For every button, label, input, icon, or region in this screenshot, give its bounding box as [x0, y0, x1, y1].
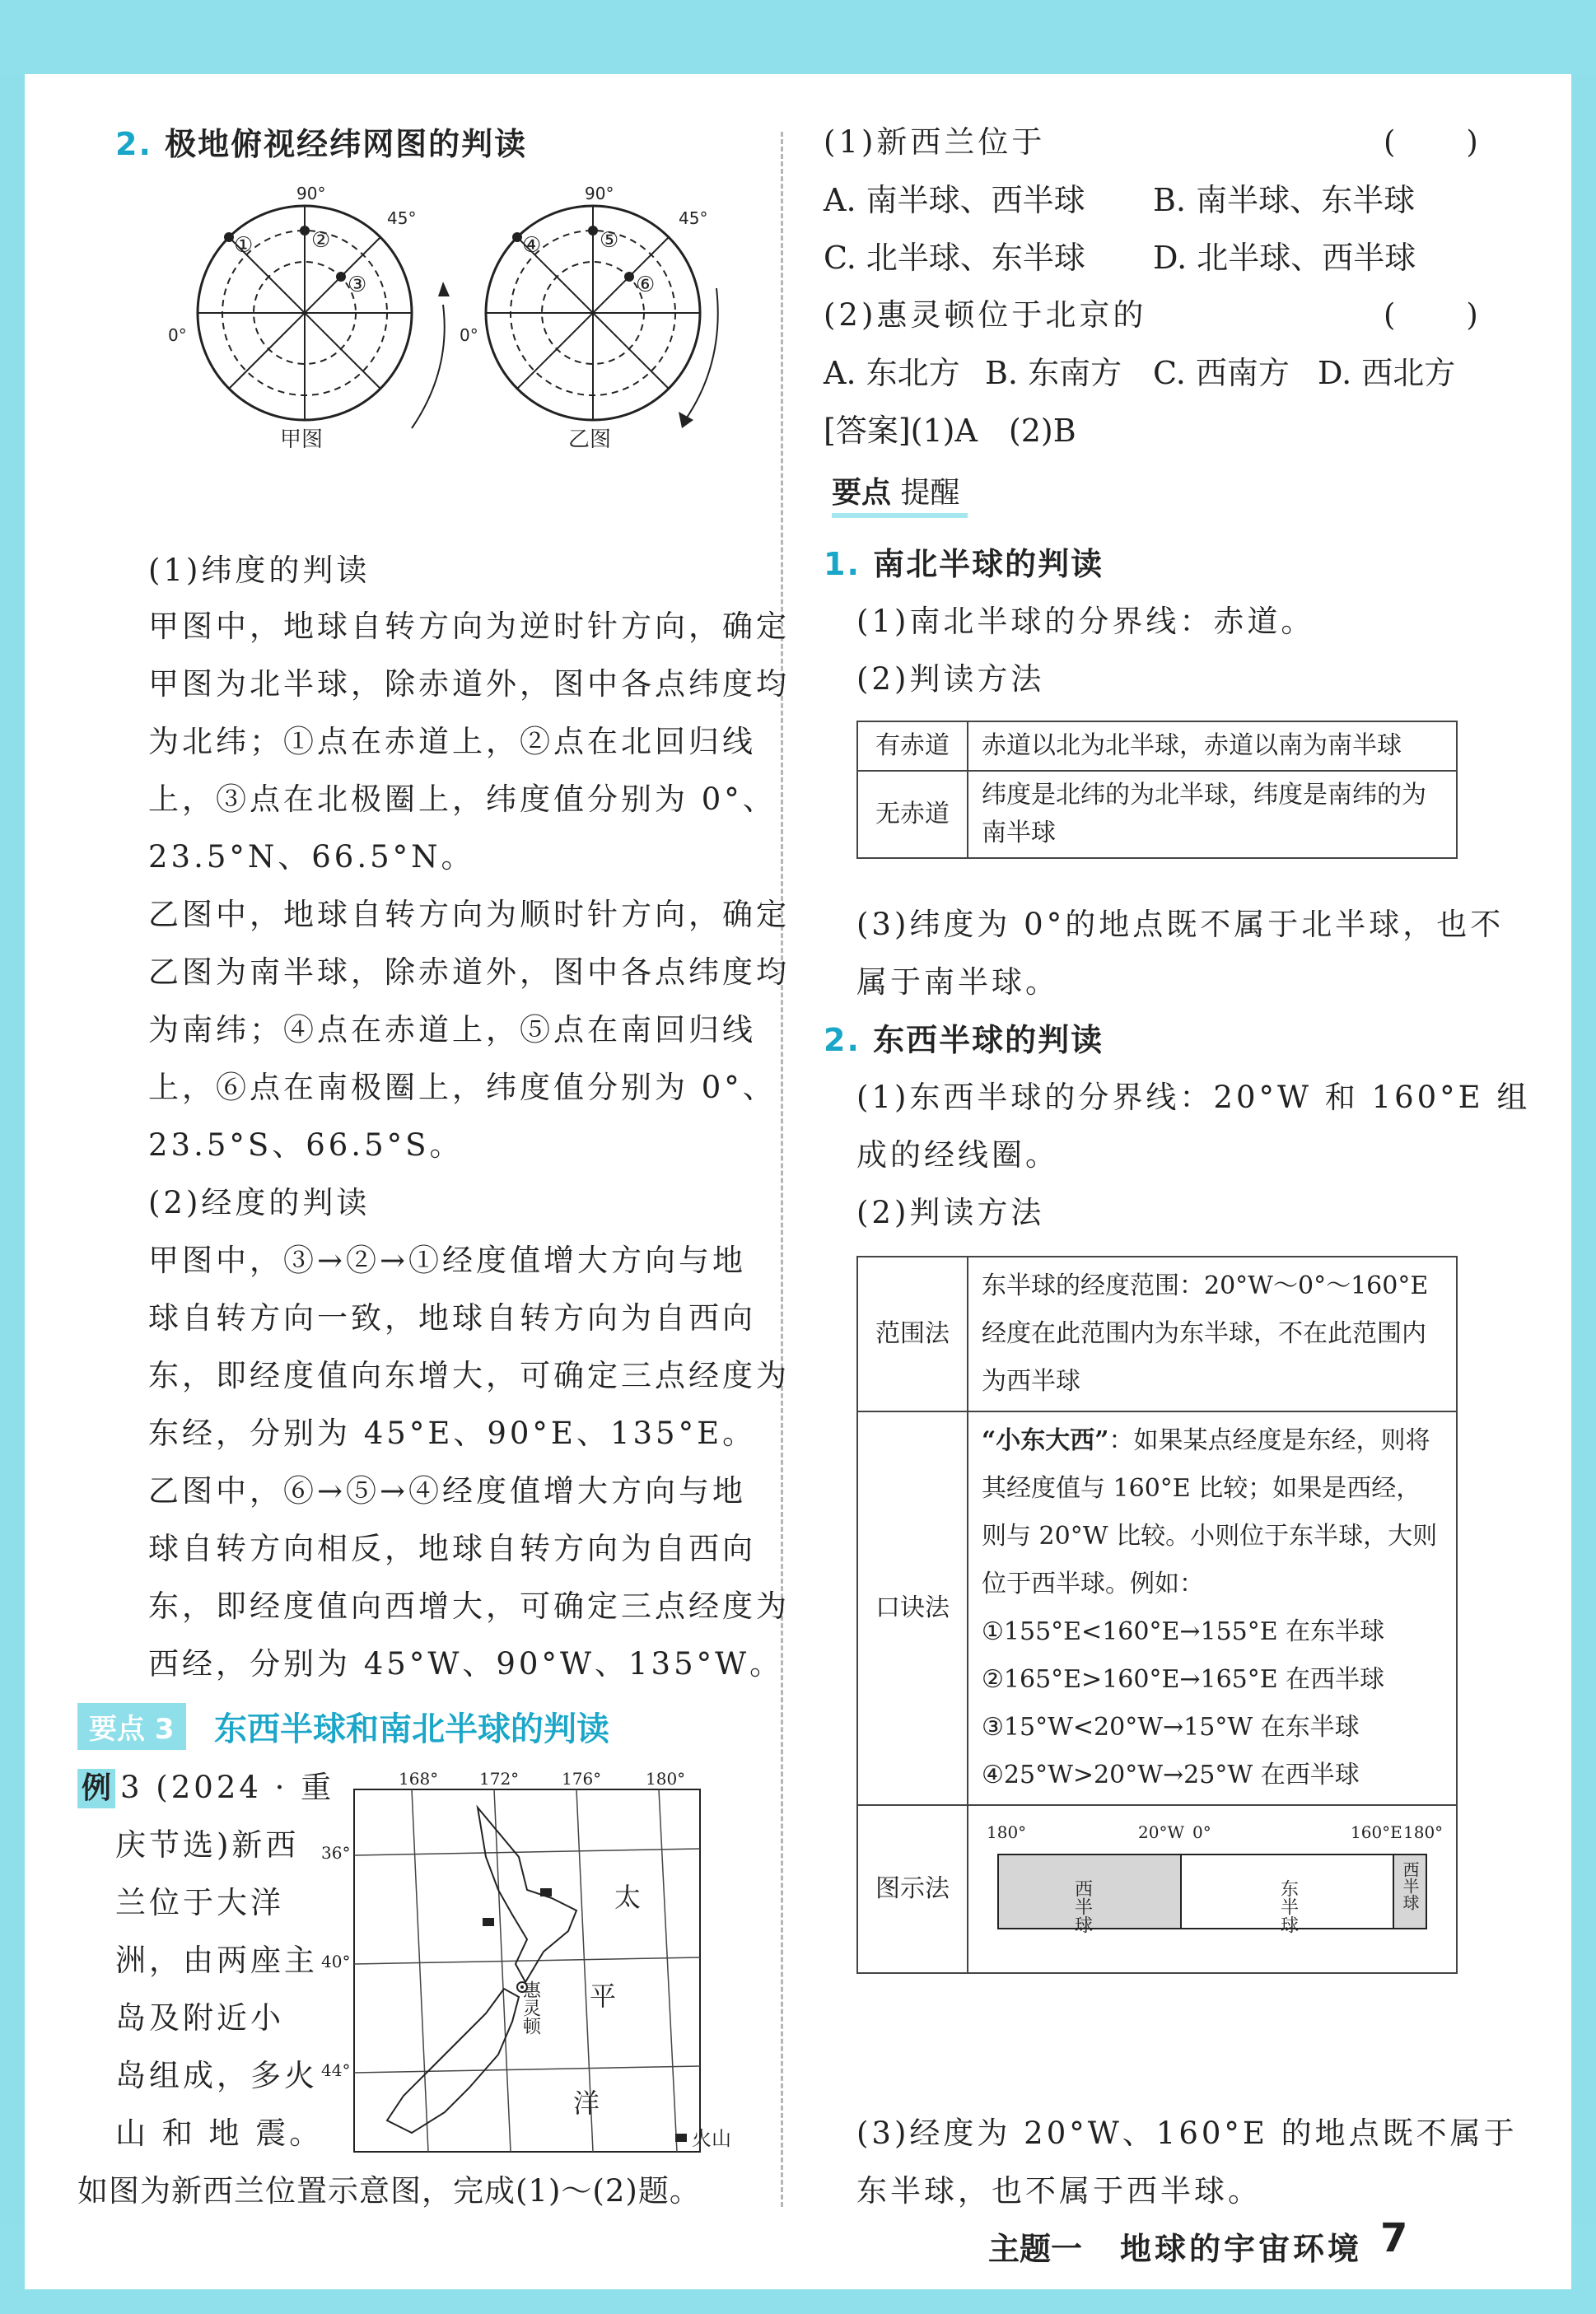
ns-heading: 1. 南北半球的判读 [824, 546, 1104, 582]
point-1: ① [234, 233, 254, 258]
lon-180-label: 180° [646, 1769, 686, 1789]
table-cell: 有赤道 [857, 721, 968, 771]
q1-option-b: B. 南半球、东半球 [1153, 182, 1416, 218]
lon-line: 东经，分别为 45°E、90°E、135°E。 [148, 1416, 757, 1451]
example-line: 兰位于大洋 [115, 1885, 284, 1920]
deg-0-label: 0° [460, 325, 478, 345]
jia-label: 甲图 [280, 427, 324, 452]
lat-line: 为南纬；④点在赤道上，⑤点在南回归线 [148, 1012, 756, 1047]
footer-topic: 主题一 [988, 2231, 1083, 2267]
bar-label-180: 180° [987, 1822, 1027, 1842]
q2-bracket: ( ) [1384, 297, 1482, 333]
table-row [857, 771, 1457, 858]
lon-line: 甲图中，③→②→①经度值增大方向与地 [148, 1243, 747, 1278]
answer: [答案](1)A (2)B [824, 413, 1076, 449]
mnemonic-bold: “小东大西” [982, 1426, 1109, 1455]
q2-option-b: B. 东南方 [985, 355, 1122, 391]
key-point-tag: 要点 3 [77, 1703, 186, 1750]
deg-45-label: 45° [679, 208, 708, 228]
diagram-jia [168, 184, 450, 452]
table-cell: 纬度是北纬的为北半球，纬度是南纬的为南半球 [968, 771, 1457, 858]
lon-176-label: 176° [562, 1769, 602, 1789]
table-cell [968, 1411, 1457, 1805]
table-cell [968, 1805, 1457, 1973]
q2-option-a: A. 东北方 [824, 355, 960, 391]
ew-line-3a: (3)经度为 20°W、160°E 的地点既不属于 [856, 2116, 1518, 2151]
ew-line-3b: 东半球，也不属于西半球。 [856, 2173, 1262, 2209]
key-point-title: 东西半球和南北半球的判读 [214, 1710, 609, 1748]
ew-table [856, 1256, 1458, 1974]
bar-label-160e: 160°E [1351, 1822, 1402, 1842]
deg-90-label: 90° [296, 184, 326, 203]
point-3: ③ [348, 273, 367, 297]
q1-option-c: C. 北半球、东半球 [824, 240, 1085, 276]
table-cell: 范围法 [857, 1257, 968, 1411]
table-cell: 东半球的经度范围：20°W～0°～160°E经度在此范围内为东半球，不在此范围内为西半球 [968, 1257, 1457, 1411]
page [25, 74, 1571, 2289]
table-row [857, 721, 1457, 771]
bar-label-20w: 20°W [1138, 1822, 1185, 1842]
ns-line-2: (2)判读方法 [856, 661, 1045, 697]
ns-line-3b: 属于南半球。 [856, 964, 1059, 1000]
deg-90-label: 90° [585, 184, 614, 203]
table-cell: 图示法 [857, 1805, 968, 1973]
yi-label: 乙图 [568, 427, 612, 452]
table-cell: 口诀法 [857, 1411, 968, 1805]
lat-heading: (1)纬度的判读 [148, 553, 371, 588]
example-line: 洲，由两座主 [115, 1943, 318, 1978]
example-line: 3 (2024 · 重 [120, 1770, 335, 1805]
column-divider [781, 132, 783, 2207]
lat-line: 上，⑥点在南极圈上，纬度值分别为 0°、 [148, 1070, 777, 1105]
nz-map [321, 1766, 766, 2170]
ocean-ping: 平 [590, 1980, 617, 2012]
ew-heading: 2. 东西半球的判读 [824, 1022, 1104, 1058]
table-row [857, 1805, 1457, 1973]
q2-option-c: C. 西南方 [1153, 355, 1290, 391]
volcano-legend: 火山 [692, 2127, 731, 2150]
example-last: 如图为新西兰位置示意图，完成(1)～(2)题。 [77, 2173, 701, 2209]
bar-east: 东半球 [1277, 1879, 1299, 1934]
lat-40-label: 40° [321, 1952, 351, 1971]
lon-line: 球自转方向相反，地球自转方向为自西向 [148, 1531, 756, 1566]
bar-west-1: 西半球 [1071, 1879, 1093, 1934]
deg-45-label: 45° [387, 208, 417, 228]
diagram-yi [460, 184, 718, 452]
table-cell: 无赤道 [857, 771, 968, 858]
footer-title: 地球的宇宙环境 [1120, 2231, 1363, 2267]
mnemonic-text: ：如果某点经度是东经，则将其经度值与 160°E 比较；如果是西经，则与 20°W 比较。小则位于东半球，大则位于西半球。例如： [982, 1426, 1438, 1598]
ocean-tai: 太 [614, 1882, 642, 1913]
ew-line-1b: 成的经线圈。 [856, 1137, 1059, 1173]
q2-text: (2)惠灵顿位于北京的 [824, 297, 1147, 333]
lat-line: 23.5°S、66.5°S。 [148, 1127, 464, 1163]
example-line: 庆节选)新西 [115, 1827, 300, 1863]
lon-168-label: 168° [399, 1769, 439, 1789]
q2-option-d: D. 西北方 [1318, 355, 1456, 391]
hemisphere-bar [982, 1813, 1443, 1953]
lon-line: 东，即经度值向西增大，可确定三点经度为 [148, 1589, 790, 1624]
lon-line: 西经，分别为 45°W、90°W、135°W。 [148, 1646, 784, 1682]
example-line: 山 和 地 震。 [115, 2116, 324, 2151]
lat-36-label: 36° [321, 1843, 351, 1863]
section-heading: 2. 极地俯视经纬网图的判读 [115, 126, 528, 162]
tips-heading: 要点 提醒 [832, 469, 968, 518]
point-6: ⑥ [636, 273, 656, 297]
q1-text: (1)新西兰位于 [824, 124, 1046, 160]
ns-table [856, 721, 1458, 859]
lat-line: 为北纬；①点在赤道上，②点在北回归线 [148, 724, 756, 759]
top-band [0, 0, 1596, 74]
example-line: 岛及附近小 [115, 2000, 284, 2036]
lat-line: 甲图中，地球自转方向为逆时针方向，确定 [148, 609, 790, 644]
table-row [857, 1257, 1457, 1411]
ns-line-1: (1)南北半球的分界线：赤道。 [856, 604, 1315, 639]
point-4: ④ [522, 233, 542, 258]
lat-line: 乙图中，地球自转方向为顺时针方向，确定 [148, 897, 790, 932]
bar-west-2: 西半球 [1400, 1861, 1420, 1910]
example-2: ②165°E>160°E→165°E 在西半球 [982, 1665, 1385, 1694]
example-line: 岛组成，多火 [115, 2058, 318, 2093]
ew-line-2: (2)判读方法 [856, 1195, 1045, 1230]
lon-172-label: 172° [479, 1769, 520, 1789]
q1-option-d: D. 北半球、西半球 [1153, 240, 1416, 276]
bar-label-180r: 180° [1403, 1822, 1443, 1842]
point-5: ⑤ [600, 228, 619, 253]
lon-line: 东，即经度值向东增大，可确定三点经度为 [148, 1358, 790, 1393]
lon-heading: (2)经度的判读 [148, 1185, 371, 1220]
lat-line: 甲图为北半球，除赤道外，图中各点纬度均 [148, 666, 790, 702]
lon-line: 乙图中，⑥→⑤→④经度值增大方向与地 [148, 1473, 747, 1509]
example-4: ④25°W>20°W→25°W 在西半球 [982, 1761, 1360, 1789]
q1-option-a: A. 南半球、西半球 [824, 182, 1085, 218]
point-2: ② [311, 228, 331, 253]
page-number: 7 [1380, 2215, 1408, 2261]
deg-0-label: 0° [168, 325, 187, 345]
lat-44-label: 44° [321, 2060, 351, 2080]
bar-label-0: 0° [1192, 1822, 1211, 1842]
wellington-label: 惠灵顿 [520, 1980, 541, 2035]
table-cell: 赤道以北为北半球，赤道以南为南半球 [968, 721, 1457, 771]
lon-line: 球自转方向一致，地球自转方向为自西向 [148, 1300, 756, 1336]
q1-bracket: ( ) [1384, 124, 1482, 160]
ew-line-1a: (1)东西半球的分界线：20°W 和 160°E 组 [856, 1080, 1531, 1115]
example-label: 例 [77, 1769, 115, 1808]
lat-line: 上，③点在北极圈上，纬度值分别为 0°、 [148, 781, 777, 817]
lat-line: 乙图为南半球，除赤道外，图中各点纬度均 [148, 954, 790, 990]
ns-line-3a: (3)纬度为 0°的地点既不属于北半球，也不 [856, 907, 1505, 942]
polar-diagrams [148, 181, 741, 453]
table-row [857, 1411, 1457, 1805]
ocean-yang: 洋 [573, 2088, 600, 2119]
lat-line: 23.5°N、66.5°N。 [148, 839, 475, 875]
example-1: ①155°E<160°E→155°E 在东半球 [982, 1617, 1385, 1646]
example-3: ③15°W<20°W→15°W 在东半球 [982, 1713, 1360, 1742]
